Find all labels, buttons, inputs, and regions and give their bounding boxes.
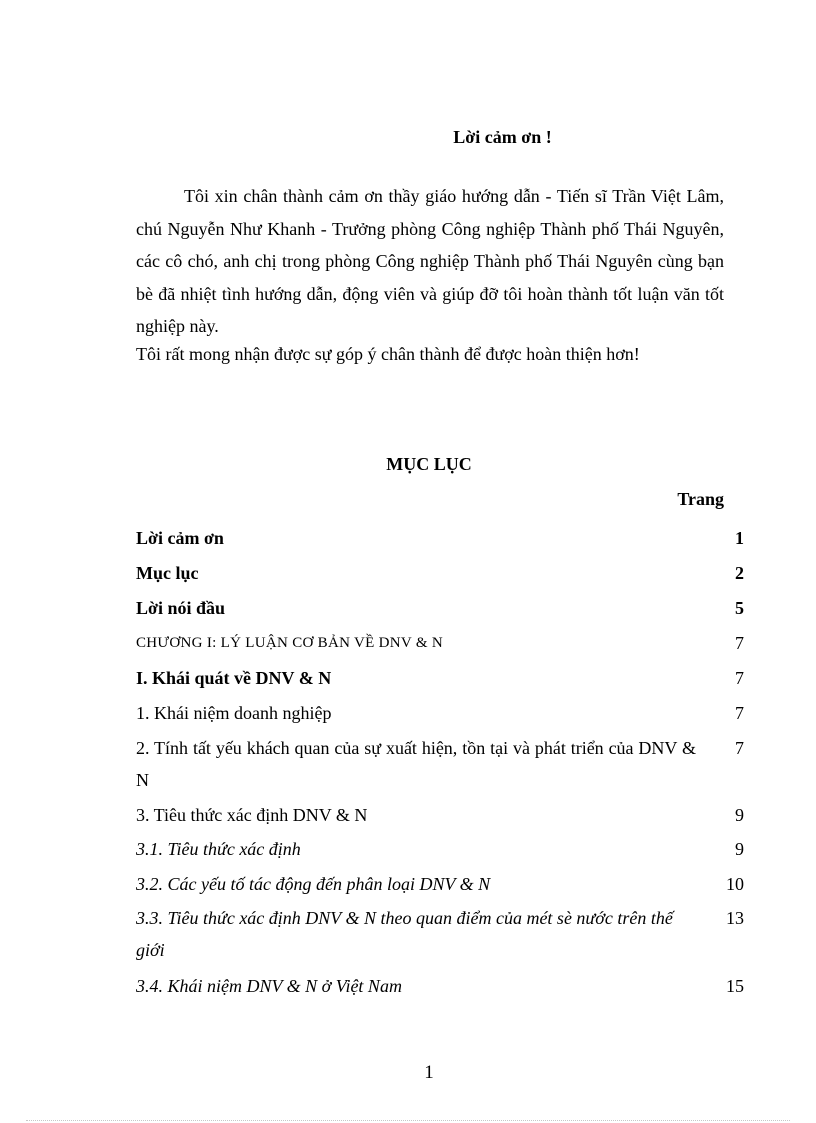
toc-item-page: 15 xyxy=(726,976,744,996)
toc-item xyxy=(136,799,744,831)
thanks-closing: Tôi rất mong nhận được sự góp ý chân thành để được hoàn thiện hơn! xyxy=(136,344,640,364)
toc-item-page: 5 xyxy=(735,598,744,618)
toc-item-label: 3. Tiêu thức xác định DNV & N xyxy=(136,805,368,825)
toc-item-label: 1. Khái niệm doanh nghiệp xyxy=(136,703,332,723)
toc-page-header: Trang xyxy=(677,489,724,509)
toc-item-label: I. Khái quát về DNV & N xyxy=(136,668,332,688)
toc-item xyxy=(136,902,744,966)
toc-item-label: 3.2. Các yếu tố tác động đến phân loại DNV & N xyxy=(136,874,491,894)
toc-item-label: 3.4. Khái niệm DNV & N ở Việt Nam xyxy=(136,976,402,996)
toc-item-page: 9 xyxy=(735,839,744,859)
toc-item xyxy=(136,833,744,865)
thanks-paragraph: Tôi xin chân thành cảm ơn thầy giáo hướng dẫn - Tiến sĩ Trần Việt Lâm, chú Nguyễn Như Khanh - Trưởng phòng Công nghiệp Thành phố Thái Nguyên, các cô chó, anh chị trong phòng Công nghiệp Thành phố Thái Nguyên cùng bạn bè đã nhiệt tình hướng dẫn, động viên và giúp đỡ tôi hoàn thành tốt luận văn tốt nghiệp này. xyxy=(136,186,724,336)
toc-title: MỤC LỤC xyxy=(386,454,472,474)
toc-item xyxy=(136,868,744,900)
toc-item xyxy=(136,697,744,729)
toc-item-page: 1 xyxy=(735,528,744,548)
toc-item xyxy=(136,522,744,554)
toc-item-page: 7 xyxy=(735,703,744,723)
toc-item-label: 3.1. Tiêu thức xác định xyxy=(136,839,301,859)
toc-item-page: 7 xyxy=(735,633,744,653)
toc-item-page: 9 xyxy=(735,805,744,825)
toc-item-page: 7 xyxy=(735,668,744,688)
toc-item-label: Lời cảm ơn xyxy=(136,528,224,548)
toc-item xyxy=(136,970,744,1002)
toc-item-label: Lời nói đầu xyxy=(136,598,226,618)
toc-item xyxy=(136,592,744,624)
toc-item-page: 2 xyxy=(735,563,744,583)
page-number: 1 xyxy=(424,1062,434,1083)
toc-item-label: CHƯƠNG I: LÝ LUẬN CƠ BẢN VỀ DNV & N xyxy=(136,635,443,651)
thanks-title: Lời cảm ơn ! xyxy=(453,127,552,147)
toc-item xyxy=(136,557,744,589)
toc-item-page: 13 xyxy=(726,908,744,928)
footer-divider xyxy=(26,1120,790,1121)
toc-item-label: Mục lục xyxy=(136,563,199,583)
toc-item-label: 2. Tính tất yếu khách quan của sự xuất hiện, tồn tại và phát triển của DNV & N xyxy=(136,738,696,790)
toc-item xyxy=(136,732,744,796)
toc-item-page: 10 xyxy=(726,874,744,894)
toc-item-label: 3.3. Tiêu thức xác định DNV & N theo quan điểm của mét sè nước trên thế giới xyxy=(136,908,673,960)
toc-item xyxy=(136,662,744,694)
toc-item xyxy=(136,627,744,659)
toc-item-page: 7 xyxy=(735,738,744,758)
